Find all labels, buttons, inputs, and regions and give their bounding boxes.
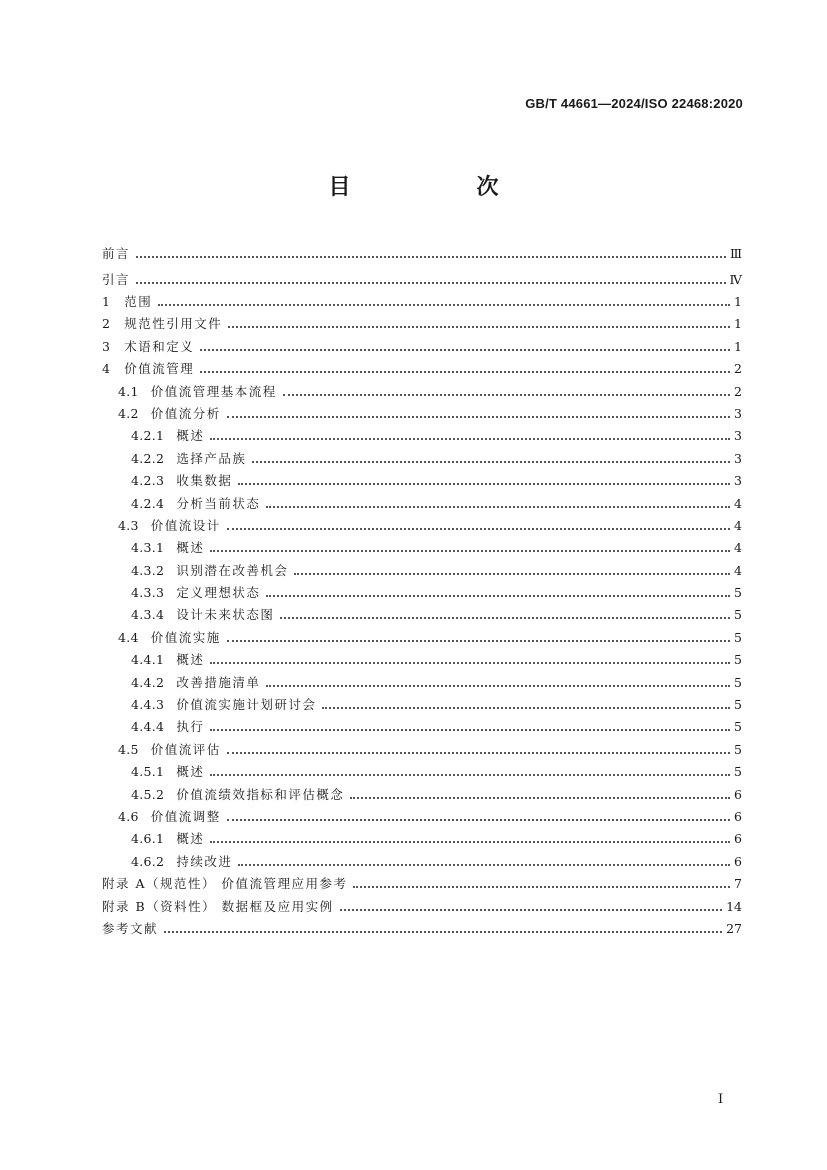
- dot-leader: [238, 864, 730, 866]
- toc-entry-page: 1: [734, 293, 742, 309]
- toc-entry-number: 4.5.1: [131, 764, 165, 780]
- toc-entry-page: 5: [734, 674, 742, 690]
- dot-leader: [227, 752, 730, 754]
- toc-entry[interactable]: [102, 802, 742, 824]
- toc-entry[interactable]: [102, 712, 742, 734]
- dot-leader: [210, 841, 730, 843]
- dot-leader: [266, 685, 730, 687]
- toc-entry[interactable]: [102, 488, 742, 510]
- toc-entry-label: 选择产品族: [176, 450, 247, 466]
- toc-entry-number: 4.6.1: [131, 831, 165, 847]
- toc-entry-number: 4.2.1: [131, 428, 165, 444]
- toc-entry-page: Ⅳ: [729, 271, 742, 287]
- toc-entry[interactable]: [102, 309, 742, 331]
- toc-entry-page: 5: [734, 697, 742, 713]
- toc-entry[interactable]: [102, 622, 742, 644]
- toc-entry-page: 3: [734, 450, 742, 466]
- toc-entry-label: 价值流评估: [150, 741, 221, 757]
- toc-entry-number: 4.5: [118, 741, 139, 757]
- toc-entry-page: 6: [734, 831, 742, 847]
- toc-entry-page: 5: [734, 741, 742, 757]
- toc-entry-number: 4: [102, 361, 111, 377]
- page-number: Ⅰ: [718, 1092, 724, 1107]
- toc-entry[interactable]: [102, 443, 742, 465]
- toc-entry[interactable]: [102, 354, 742, 376]
- toc-entry[interactable]: [102, 757, 742, 779]
- dot-leader: [210, 662, 730, 664]
- toc-entry[interactable]: [102, 734, 742, 756]
- toc-entry-label: 价值流管理基本流程: [150, 383, 277, 399]
- toc-entry-number: 4.3.1: [131, 540, 165, 556]
- toc-entry-page: 4: [734, 562, 742, 578]
- toc-entry[interactable]: [102, 914, 742, 936]
- toc-entry-label: 规范性引用文件: [124, 316, 223, 332]
- toc-entry-number: 4.2.2: [131, 450, 165, 466]
- toc-entry-label: 定义理想状态: [176, 585, 261, 601]
- toc-entry[interactable]: [102, 891, 742, 913]
- toc-entry[interactable]: [102, 667, 742, 689]
- toc-entry-label: 收集数据: [176, 473, 233, 489]
- toc-entry[interactable]: [102, 846, 742, 868]
- toc-entry-number: 4.3: [118, 517, 139, 533]
- toc-entry-label: 执行: [176, 719, 205, 735]
- dot-leader: [353, 886, 730, 888]
- toc-entry-label: 概述: [176, 764, 205, 780]
- toc-entry-label: 价值流设计: [150, 517, 221, 533]
- toc-entry[interactable]: [102, 824, 742, 846]
- page-title: 目 次: [328, 175, 551, 200]
- dot-leader: [158, 304, 730, 306]
- dot-leader: [340, 909, 722, 911]
- dot-leader: [266, 595, 730, 597]
- standard-code: GB/T 44661—2024/ISO 22468:2020: [525, 96, 743, 111]
- toc-entry-number: 4.2.3: [131, 473, 165, 489]
- toc-entry-label: 价值流实施计划研讨会: [176, 697, 317, 713]
- toc-entry-label: 概述: [176, 831, 205, 847]
- dot-leader: [228, 326, 730, 328]
- toc-entry[interactable]: [102, 779, 742, 801]
- toc-entry-label: 价值流绩效指标和评估概念: [176, 786, 345, 802]
- toc-entry[interactable]: [102, 466, 742, 488]
- toc-entry-number: 4.4: [118, 629, 139, 645]
- dot-leader: [210, 438, 730, 440]
- toc-entry-page: 5: [734, 585, 742, 601]
- dot-leader: [200, 371, 730, 373]
- toc-entry-number: 4.5.2: [131, 786, 165, 802]
- dot-leader: [227, 819, 730, 821]
- toc-entry-label: 前言: [102, 245, 131, 261]
- toc-entry-page: 6: [734, 808, 742, 824]
- toc-entry[interactable]: [102, 869, 742, 891]
- toc-entry-page: 3: [734, 405, 742, 421]
- toc-entry-number: 4.4.1: [131, 652, 165, 668]
- toc-entry-label: 改善措施清单: [176, 674, 261, 690]
- toc-entry-page: Ⅲ: [729, 245, 742, 261]
- toc-entry-page: 5: [734, 607, 742, 623]
- toc-entry-number: 4.2: [118, 405, 139, 421]
- toc-entry-number: 3: [102, 338, 111, 354]
- toc-entry-label: 概述: [176, 652, 205, 668]
- toc-entry-label: 设计未来状态图: [176, 607, 275, 623]
- toc-entry[interactable]: [102, 511, 742, 533]
- dot-leader: [294, 573, 730, 575]
- toc-entry-page: 5: [734, 629, 742, 645]
- toc-entry-number: 4.1: [118, 383, 139, 399]
- toc-entry-page: 27: [726, 920, 742, 936]
- toc-entry[interactable]: [102, 690, 742, 712]
- dot-leader: [283, 394, 730, 396]
- toc-entry-label: 识别潜在改善机会: [176, 562, 289, 578]
- dot-leader: [252, 461, 730, 463]
- toc-entry-label: 引言: [102, 271, 131, 287]
- toc-entry-page: 6: [734, 853, 742, 869]
- dot-leader: [322, 707, 730, 709]
- toc-entry[interactable]: [102, 235, 742, 261]
- toc-entry-label: 范围: [124, 293, 153, 309]
- toc-entry-number: 4.4.2: [131, 674, 165, 690]
- toc-entry-label: 持续改进: [176, 853, 233, 869]
- toc-entry-page: 2: [734, 383, 742, 399]
- toc-entry[interactable]: [102, 287, 742, 309]
- dot-leader: [200, 349, 730, 351]
- toc-entry[interactable]: [102, 421, 742, 443]
- dot-leader: [238, 483, 730, 485]
- toc-entry-label: 附录 B（资料性） 数据框及应用实例: [102, 898, 334, 914]
- toc-entry-page: 6: [734, 786, 742, 802]
- toc-entry[interactable]: [102, 578, 742, 600]
- dot-leader: [227, 640, 730, 642]
- toc-entry-number: 4.6: [118, 808, 139, 824]
- toc-entry-number: 4.2.4: [131, 495, 165, 511]
- toc-entry-label: 附录 A（规范性） 价值流管理应用参考: [102, 876, 348, 892]
- toc-entry-page: 4: [734, 517, 742, 533]
- toc-entry-label: 参考文献: [102, 920, 159, 936]
- toc-entry-page: 2: [734, 361, 742, 377]
- toc-entry-number: 4.3.3: [131, 585, 165, 601]
- toc-entry-page: 4: [734, 495, 742, 511]
- toc-entry-label: 价值流实施: [150, 629, 221, 645]
- toc-entry-page: 3: [734, 428, 742, 444]
- toc-entry-number: 4.6.2: [131, 853, 165, 869]
- toc-entry[interactable]: [102, 399, 742, 421]
- toc-entry-number: 2: [102, 316, 111, 332]
- dot-leader: [210, 729, 730, 731]
- toc-entry-label: 分析当前状态: [176, 495, 261, 511]
- toc-entry[interactable]: [102, 261, 742, 287]
- toc-entry-label: 价值流分析: [150, 405, 221, 421]
- toc-entry[interactable]: [102, 600, 742, 622]
- toc-entry-page: 5: [734, 652, 742, 668]
- toc-entry-label: 价值流管理: [124, 361, 195, 377]
- toc-entry[interactable]: [102, 533, 742, 555]
- toc-entry-page: 4: [734, 540, 742, 556]
- dot-leader: [136, 282, 725, 284]
- dot-leader: [280, 617, 730, 619]
- toc-entry-page: 3: [734, 473, 742, 489]
- toc-entry[interactable]: [102, 555, 742, 577]
- dot-leader: [136, 256, 726, 258]
- toc-entry-page: 7: [734, 876, 742, 892]
- toc-entry-page: 5: [734, 764, 742, 780]
- toc-entry-number: 4.4.4: [131, 719, 165, 735]
- toc-entry-page: 5: [734, 719, 742, 735]
- toc-entry-page: 14: [726, 898, 742, 914]
- dot-leader: [227, 528, 730, 530]
- toc-entry-number: 4.3.4: [131, 607, 165, 623]
- dot-leader: [164, 931, 722, 933]
- toc-entry[interactable]: [102, 331, 742, 353]
- dot-leader: [350, 797, 730, 799]
- toc-entry-label: 价值流调整: [150, 808, 221, 824]
- dot-leader: [210, 774, 730, 776]
- toc-entry-page: 1: [734, 316, 742, 332]
- dot-leader: [266, 506, 730, 508]
- toc-entry-number: 4.4.3: [131, 697, 165, 713]
- toc-entry-number: 1: [102, 293, 111, 309]
- toc-entry-number: 4.3.2: [131, 562, 165, 578]
- toc-entry-label: 概述: [176, 428, 205, 444]
- dot-leader: [227, 416, 730, 418]
- toc-entry[interactable]: [102, 645, 742, 667]
- toc-entry[interactable]: [102, 376, 742, 398]
- dot-leader: [210, 550, 730, 552]
- table-of-contents: [102, 235, 742, 936]
- toc-entry-label: 概述: [176, 540, 205, 556]
- toc-entry-page: 1: [734, 338, 742, 354]
- toc-entry-label: 术语和定义: [124, 338, 195, 354]
